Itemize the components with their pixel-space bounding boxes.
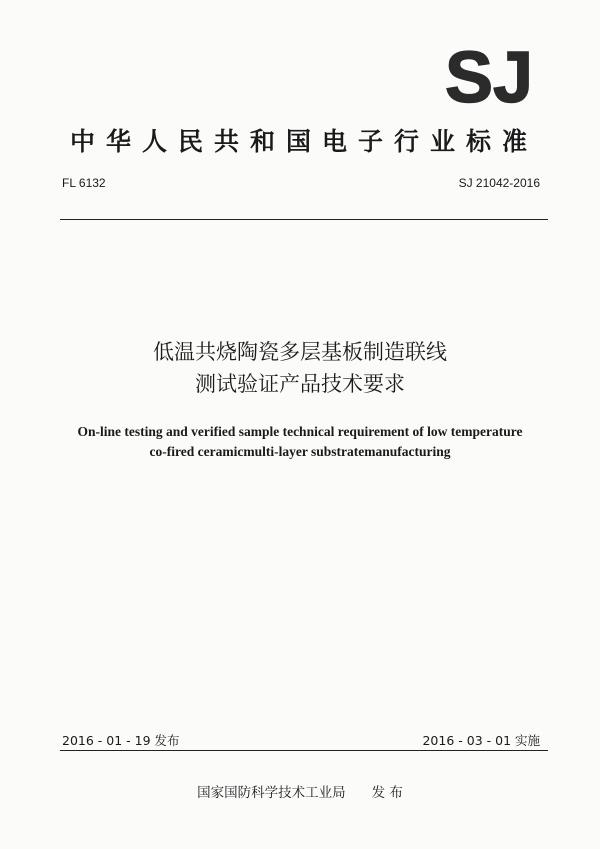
standard-number: SJ 21042-2016 [458, 176, 540, 190]
document-title-cn [0, 336, 600, 400]
document-title-cn-line2: 测试验证产品技术要求 [195, 372, 405, 396]
issue-word: 发 布 [371, 785, 403, 801]
sj-logo [432, 44, 546, 110]
footer-divider [60, 750, 548, 751]
issuer-name: 国家国防科学技术工业局 [197, 785, 346, 801]
document-title-cn-line1: 低温共烧陶瓷多层基板制造联线 [153, 340, 447, 364]
document-title-en [0, 422, 600, 462]
standard-type-title: 中华人民共和国电子行业标准 [69, 127, 538, 156]
document-title-en-line2: co-fired ceramicmulti-layer substratemanufacturing [149, 444, 451, 459]
implementation-date: 2016 - 03 - 01 实施 [422, 733, 540, 748]
header-divider [60, 219, 548, 220]
issuer-line [0, 781, 600, 801]
sj-logo-text: SJ [444, 44, 534, 110]
sj-logo-mark [432, 44, 546, 110]
issue-date: 2016 - 01 - 19 发布 [62, 733, 180, 748]
document-title-en-line1: On-line testing and verified sample technical requirement of low temperature [77, 424, 523, 439]
classification-code: FL 6132 [62, 176, 106, 190]
